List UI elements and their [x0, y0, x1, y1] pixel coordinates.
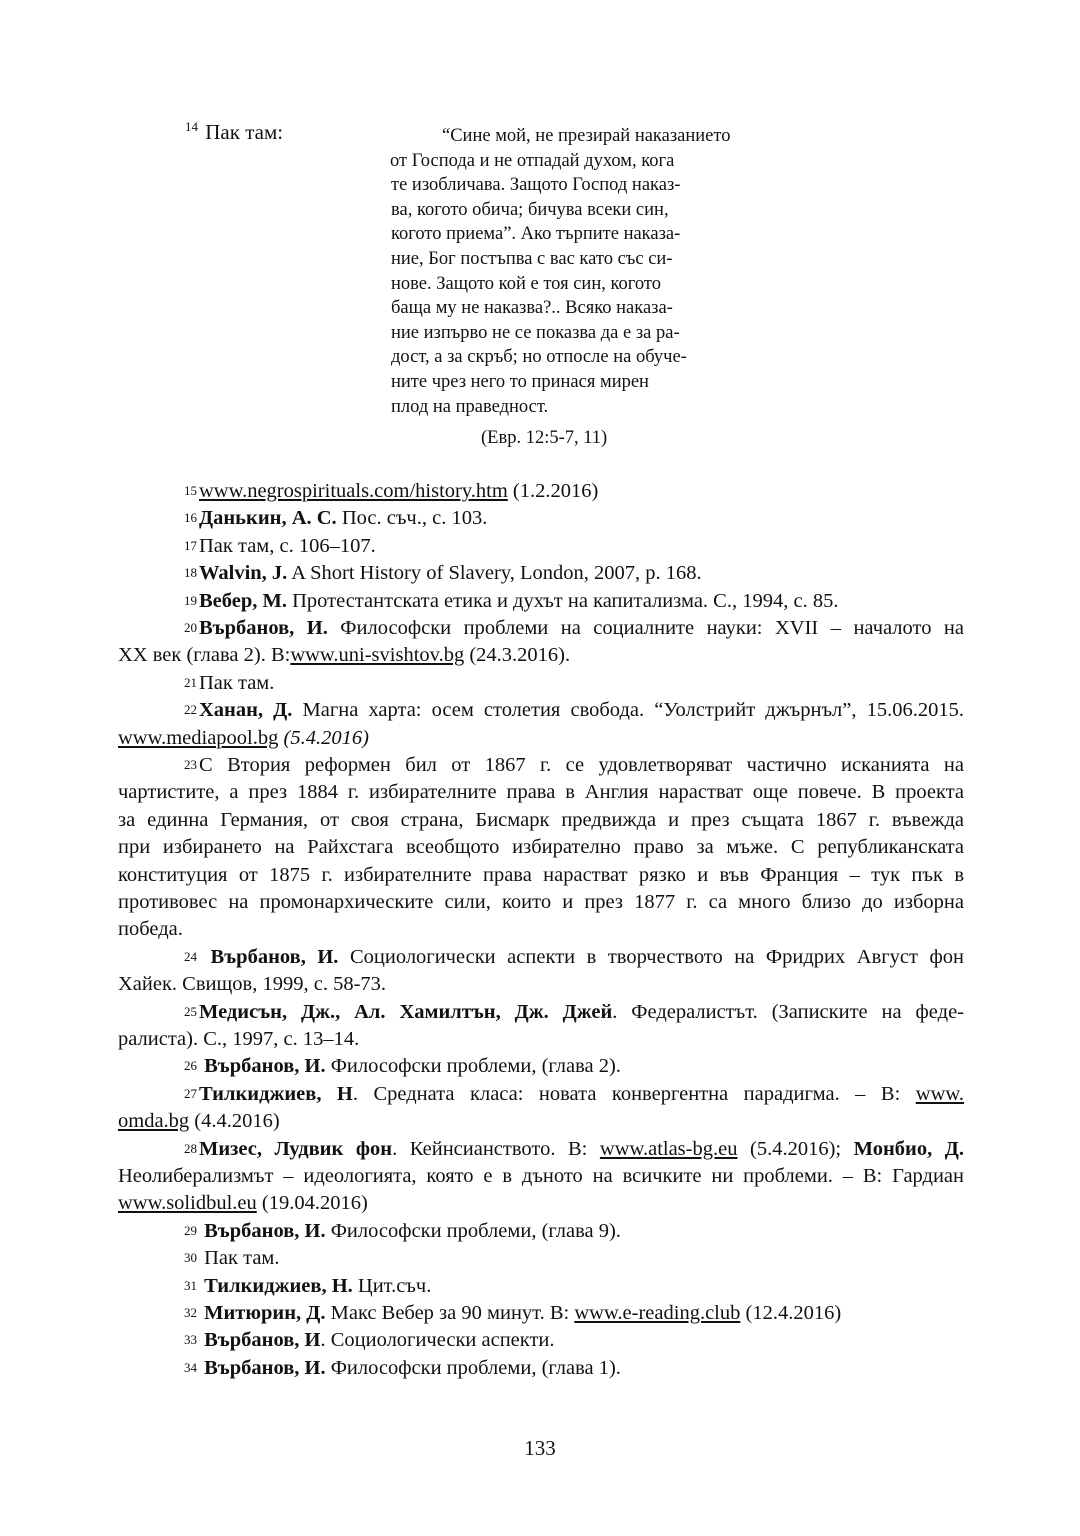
footnote-22-cont: www.mediapool.bg (5.4.2016)	[118, 726, 369, 749]
quote-line: “Сине мой, не презирай наказанието	[442, 126, 731, 146]
footnote-number: 14	[185, 119, 198, 134]
footnote-15: $^{15}$www.negrospirituals.com/history.htm (1.2.2016)	[184, 480, 599, 502]
quote-source: (Евр. 12:5-7, 11)	[481, 428, 608, 448]
footnote-22: $^{22}$Ханан, Д. Магна харта: осем столетия свобода. “Уолстрийт джърнъл”, 15.06.2015.	[184, 699, 964, 722]
quote-line: от Господа и не отпадай духом, кога	[390, 150, 675, 171]
footnote-24: $^{24}$ Върбанов, И. Социологически аспекти в творчеството на Фридрих Август фон	[184, 945, 964, 968]
footnote-23-line: победа.	[118, 918, 183, 941]
footnote-23-line: чартистите, а през 1884 г. избирателните права в Англия нарастват още повече. В проекта	[118, 781, 964, 804]
footnote-20-cont: XX век (глава 2). В:www.uni-svishtov.bg (24.3.2016).	[118, 644, 571, 667]
quote-line: те изобличава. Защото Господ наказ-	[391, 175, 681, 196]
footnote-27: $^{27}$Тилкиджиев, Н. Средната класа: новата конвергентна парадигма. – В: www.	[184, 1082, 964, 1105]
quote-line: ние изпърво не се показва да е за ра-	[391, 322, 680, 343]
quote-line: когото приема”. Ако търпите наказа-	[391, 224, 681, 245]
footnote-34: $^{34}$ Върбанов, И. Философски проблеми, (глава 1).	[184, 1356, 621, 1379]
footnotes-list	[118, 478, 964, 1382]
footnote-link[interactable]: www.negrospirituals.com/history.htm	[199, 480, 508, 502]
footnote-26: $^{26}$ Върбанов, И. Философски проблеми, (глава 2).	[184, 1055, 621, 1078]
footnote-link[interactable]: www.e-reading.club	[574, 1301, 741, 1324]
quote-line: ние, Бог постъпва с вас като със си-	[391, 249, 673, 269]
quote-line: нове. Защото кой е тоя син, когото	[391, 273, 662, 294]
footnote-17: $^{17}$Пак там, с. 106–107.	[184, 534, 376, 557]
footnote-link[interactable]: www.uni-svishtov.bg	[290, 644, 465, 667]
footnote-link[interactable]: www.solidbul.eu	[118, 1192, 257, 1215]
quote-line: плод на праведност.	[391, 396, 549, 417]
footnote-link[interactable]: omda.bg	[118, 1110, 190, 1133]
footnote-32: $^{32}$ Митюрин, Д. Макс Вебер за 90 минут. В: www.e-reading.club (12.4.2016)	[184, 1301, 842, 1324]
footnote-link[interactable]: www.atlas-bg.eu	[599, 1137, 738, 1160]
footnote-23: $^{23}$С Втория реформен бил от 1867 г. се удовлетворяват частично исканията на	[184, 754, 964, 777]
footnote-16: $^{16}$Данькин, А. С. Пос. съч., с. 103.	[184, 507, 488, 530]
footnote-28-cont2: www.solidbul.eu (19.04.2016)	[118, 1192, 368, 1215]
footnote-18: $^{18}$Walvin, J. A Short History of Slavery, London, 2007, p. 168.	[184, 562, 702, 585]
footnote-31: $^{31}$ Тилкиджиев, Н. Цит.съч.	[184, 1274, 432, 1297]
footnote-link[interactable]: www.mediapool.bg	[118, 726, 279, 749]
quote-line: ва, когото обича; бичува всеки син,	[391, 199, 669, 220]
footnote-19: $^{19}$Вебер, М. Протестантската етика и духът на капитализма. С., 1994, с. 85.	[184, 589, 839, 612]
footnote-30: $^{30}$ Пак там.	[184, 1247, 280, 1270]
page-number: 133	[524, 1436, 556, 1460]
footnote-24-cont: Хайек. Свищов, 1999, с. 58-73.	[118, 973, 387, 996]
footnote-20: $^{20}$Върбанов, И. Философски проблеми на социалните науки: XVII – началото на	[184, 617, 964, 640]
footnote-33: $^{33}$ Върбанов, И. Социологически аспекти.	[184, 1329, 555, 1352]
footnote-14-label: $^{14}$ Пак там:	[185, 119, 284, 144]
quote-line: дост, а за скръб; но отпосле на обуче-	[391, 347, 687, 368]
footnote-23-line: конституция от 1875 г. избирателните права нарастват рязко и във Франция – тук пък в	[118, 863, 964, 886]
footnote-28: $^{28}$Мизес, Лудвик фон. Кейнсианството. В: www.atlas-bg.eu (5.4.2016); Монбио, Д.	[184, 1137, 964, 1160]
footnote-21: $^{21}$Пак там.	[184, 671, 275, 694]
footnote-29: $^{29}$ Върбанов, И. Философски проблеми, (глава 9).	[184, 1219, 621, 1242]
footnote-23-line: за единна Германия, от своя страна, Бисмарк предвижда и през същата 1867 г. въвежда	[118, 808, 964, 831]
footnote-25-cont: ралиста). С., 1997, с. 13–14.	[118, 1027, 360, 1050]
footnote-link[interactable]: www.	[915, 1082, 964, 1105]
footnote-23-line: противовес на промонархическите сили, които и през 1877 г. са много близо до изборна	[118, 890, 964, 913]
footnote-27-cont: omda.bg (4.4.2016)	[118, 1110, 280, 1133]
footnote-25: $^{25}$Медисън, Дж., Ал. Хамилтън, Дж. Джей. Федералистът. (Записките на феде-	[184, 1000, 964, 1023]
quote-line: ните чрез него то принася мирен	[391, 372, 649, 392]
footnote-28-cont: Неолиберализмът – идеологията, която е в дъното на всичките ни проблеми. – В: Гардиан	[118, 1164, 964, 1187]
footnote-23-line: при избирането на Райхстага всеобщото избирателно право за мъже. С републиканската	[118, 836, 964, 859]
quote-line: баща му не наказва?.. Всяко наказа-	[391, 298, 673, 319]
